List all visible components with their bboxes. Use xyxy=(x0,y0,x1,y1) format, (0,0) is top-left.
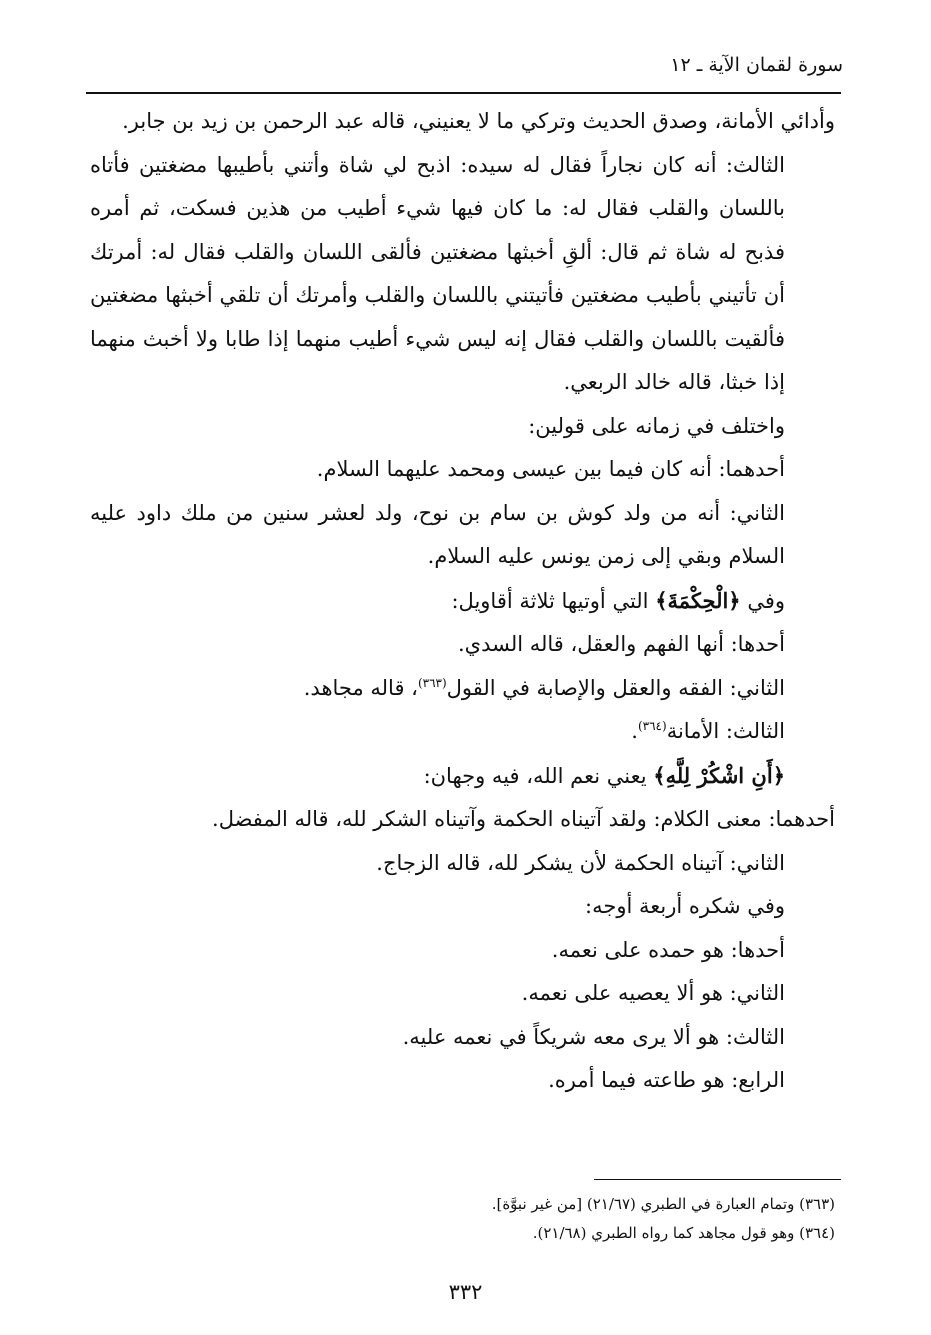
paragraph-wisdom-second xyxy=(90,667,835,711)
text-run: ، قاله مجاهد. xyxy=(303,675,418,700)
paragraph-wisdom-third xyxy=(90,710,835,754)
paragraph-era-second: الثاني: أنه من ولد كوش بن سام بن نوح، ولد لعشر سنين من ملك داود عليه السلام وبقي إلى زمن يونس عليه السلام. xyxy=(90,500,785,568)
paragraph-era-first: أحدهما: أنه كان فيما بين عيسى ومحمد عليهما السلام. xyxy=(316,457,785,481)
text-run: وفي xyxy=(747,588,785,613)
text-run: يعني نعم الله، فيه وجهان: xyxy=(423,763,647,788)
paragraph-gratitude-intro xyxy=(90,754,835,799)
quran-quote: ﴿أَنِ اشْكُرْ لِلَّهِ﴾ xyxy=(653,762,785,788)
paragraph-thanks-fourth: الرابع: هو طاعته فيما أمره. xyxy=(548,1068,785,1092)
paragraph-thanks-first: أحدها: هو حمده على نعمه. xyxy=(551,937,785,962)
paragraph-thanks-second: الثاني: هو ألا يعصيه على نعمه. xyxy=(521,981,785,1005)
paragraph-gratitude-first: أحدهما: معنى الكلام: ولقد آتيناه الحكمة وآتيناه الشكر لله، قاله المفضل. xyxy=(212,807,835,831)
text-run: . xyxy=(631,719,638,743)
footnotes xyxy=(90,1190,835,1248)
text-run: الثاني: الفقه والعقل والإصابة في القول xyxy=(446,675,785,700)
footnote-363: (٣٦٣) وتمام العبارة في الطبري (٢١/٦٧) [من غير نبوَّة]. xyxy=(491,1195,835,1213)
running-header: سورة لقمان الآية ـ ١٢ xyxy=(670,54,843,76)
footnote-rule xyxy=(594,1179,841,1180)
text-run: التي أوتيها ثلاثة أقاويل: xyxy=(451,588,649,613)
footnote-364: (٣٦٤) وهو قول مجاهد كما رواه الطبري (٢١/٦٨). xyxy=(532,1224,835,1242)
footnote-ref-363[interactable]: (٣٦٣) xyxy=(417,675,447,690)
paragraph-gratitude-second: الثاني: آتيناه الحكمة لأن يشكر لله، قاله الزجاج. xyxy=(376,850,785,875)
paragraph-third-account: الثالث: أنه كان نجاراً فقال له سيده: اذبح لي شاة وأتني بأطيبها مضغتين فأتاه باللسان والقلب فقال له: ما كان فيها شيء أطيب من هذين فسكت، ثم أمره فذبح له شاة ثم قال: ألقِ أخبثها مضغتين فألقى اللسان والقلب فقال له: أمرتك أن تأتيني بأطيب مضغتين فأتيتني باللسان والقلب وأمرتك أن تلقي أخبثها مضغتين فألقيت باللسان والقلب فقال إنه ليس شيء أطيب منهما إذا طابا ولا أخبث منهما إذا خبثا، قاله خالد الربعي. xyxy=(90,152,785,394)
main-text xyxy=(90,100,835,1103)
footnote-ref-364[interactable]: (٣٦٤) xyxy=(637,719,667,733)
paragraph-wisdom-first: أحدها: أنها الفهم والعقل، قاله السدي. xyxy=(457,632,785,656)
paragraph-continuation: وأدائي الأمانة، وصدق الحديث وتركي ما لا يعنيني، قاله عبد الرحمن بن زيد بن جابر. xyxy=(122,109,835,133)
header-rule xyxy=(86,92,841,94)
page-number: ٣٣٢ xyxy=(448,1280,483,1304)
paragraph-thanks-intro: وفي شكره أربعة أوجه: xyxy=(585,894,785,918)
quran-quote: ﴿الْحِكْمَةَ﴾ xyxy=(655,587,741,613)
paragraph-wisdom-intro xyxy=(90,579,835,624)
text-run: الثالث: الأمانة xyxy=(666,719,785,743)
paragraph-era-intro: واختلف في زمانه على قولين: xyxy=(528,413,785,438)
paragraph-thanks-third: الثالث: هو ألا يرى معه شريكاً في نعمه عليه. xyxy=(402,1024,785,1049)
